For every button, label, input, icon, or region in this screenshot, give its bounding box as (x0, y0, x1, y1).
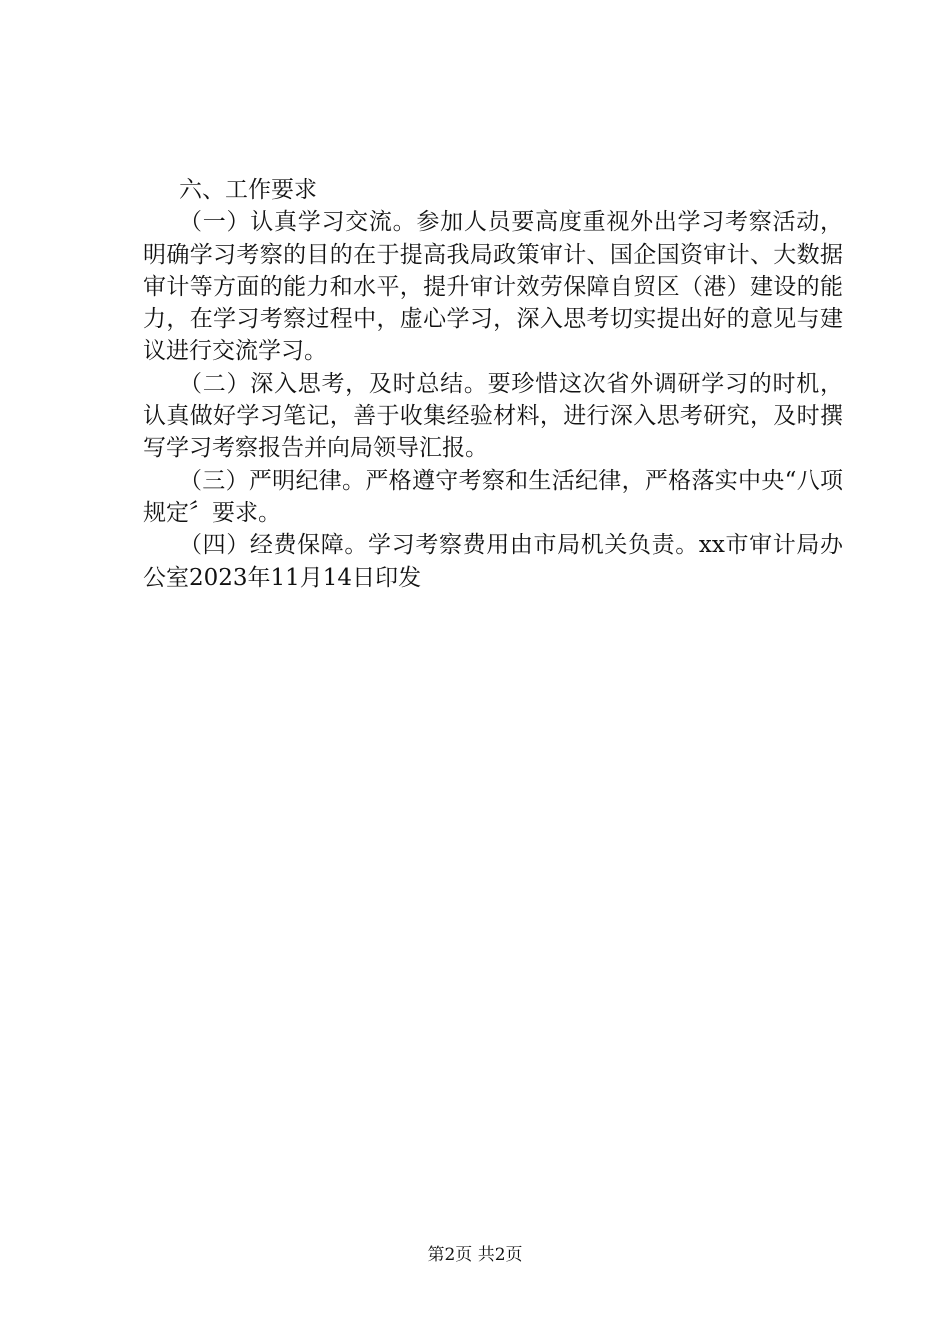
section-heading: 六、工作要求 (179, 177, 317, 203)
paragraph-study-exchange: （一）认真学习交流。参加人员要高度重视外出学习考察活动，明确学习考察的目的在于提高我局政策审计、国企国资审计、大数据审计等方面的能力和水平，提升审计效劳保障自贸区（港）建设的能力，在学习考察过程中，虚心学习，深入思考切实提出好的意见与建议进行交流学习。 (143, 209, 843, 365)
page-number-footer: 第2页 共2页 (427, 1245, 523, 1265)
paragraph-reflection-summary: （二）深入思考，及时总结。要珍惜这次省外调研学习的时机，认真做好学习笔记，善于收集经验材料，进行深入思考研究，及时撰写学习考察报告并向局领导汇报。 (143, 370, 843, 462)
paragraph-discipline: （三）严明纪律。严格遵守考察和生活纪律，严格落实中央“八项规定〞要求。 (143, 467, 843, 526)
paragraph-funding: （四）经费保障。学习考察费用由市局机关负责。xx市审计局办公室2023年11月14日印发 (143, 532, 843, 591)
document-body (143, 174, 843, 594)
